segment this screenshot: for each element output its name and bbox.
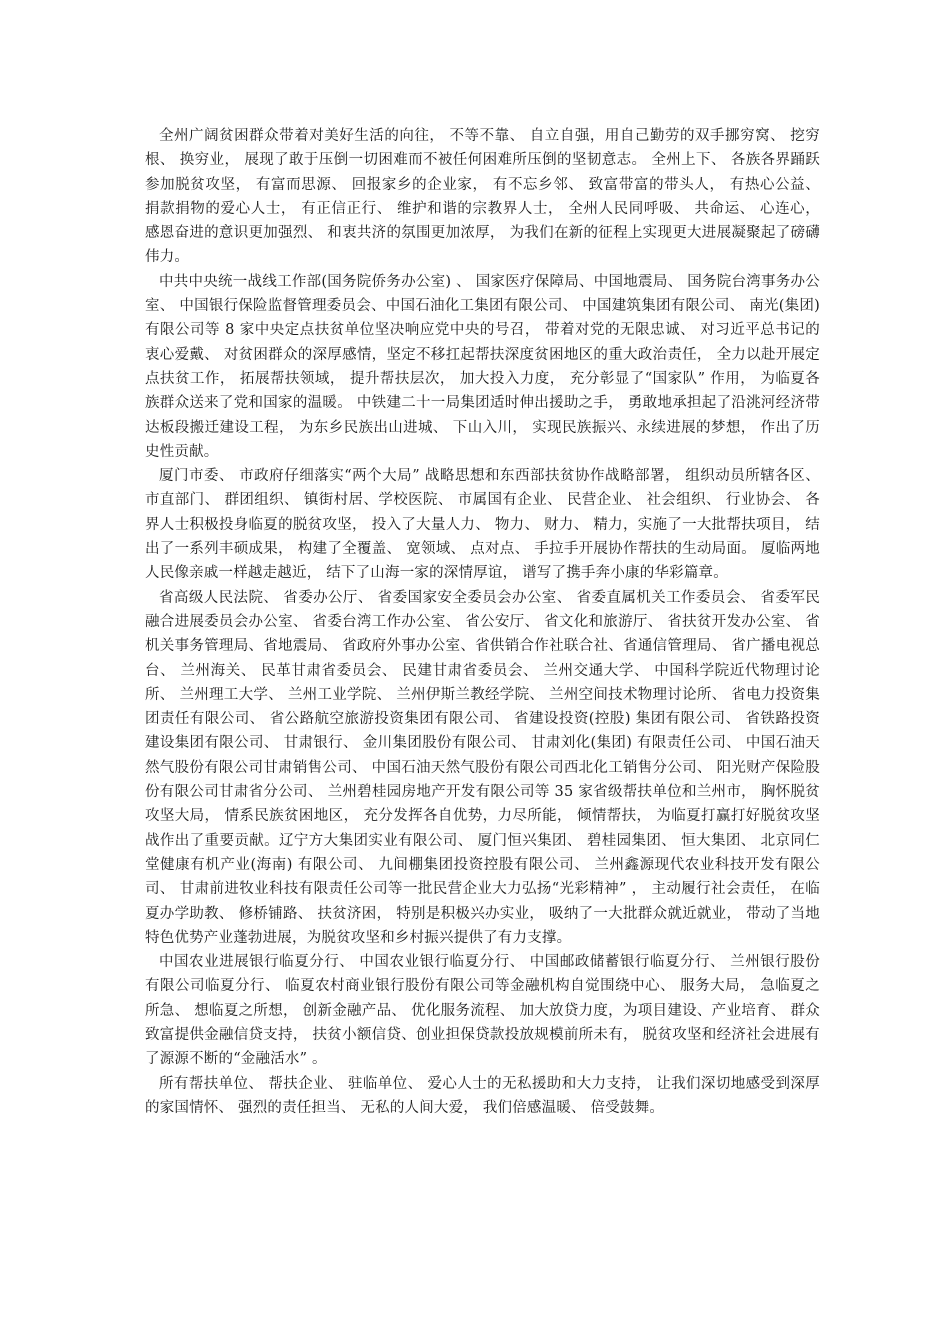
document-body (145, 124, 820, 1120)
paragraph-provincial-units: 省高级人民法院、 省委办公厅、 省委国家安全委员会办公室、 省委直属机关工作委员会、 省委军民融合进展委员会办公室、 省委台湾工作办公室、 省公安厅、 省文化和旅游厅、 省扶贫开发办公室、 省机关事务管理局、省地震局、 省政府外事办公室、省供销合作社联合社、省通信管理局、 省广播电视总台、 兰州海关、 民革甘肃省委员会、 民建甘肃省委员会、 兰州交通大学、 中国科学院近代物理讨论所、 兰州理工大学、 兰州工业学院、 兰州伊斯兰教经学院、 兰州空间技术物理讨论所、 省电力投资集团责任有限公司、 省公路航空旅游投资集团有限公司、 省建设投资(控股) 集团有限公司、 省铁路投资建设集团有限公司、 甘肃银行、 金川集团股份有限公司、 甘肃刘化(集团) 有限责任公司、 中国石油天然气股份有限公司甘肃销售公司、 中国石油天然气股份有限公司西北化工销售分公司、 阳光财产保险股份有限公司甘肃省分公司、 兰州碧桂园房地产开发有限公司等 35 家省级帮扶单位和兰州市， 胸怀脱贫攻坚大局， 情系民族贫困地区， 充分发挥各自优势，力尽所能， 倾情帮扶， 为临夏打赢打好脱贫攻坚战作出了重要贡献。辽宁方大集团实业有限公司、 厦门恒兴集团、 碧桂园集团、 恒大集团、 北京同仁堂健康有机产业(海南) 有限公司、 九间棚集团投资控股有限公司、 兰州鑫源现代农业科技开发有限公司、 甘肃前进牧业科技有限责任公司等一批民营企业大力弘扬“光彩精神” ， 主动履行社会责任， 在临夏办学助教、 修桥铺路、 扶贫济困， 特别是积极兴办实业， 吸纳了一大批群众就近就业， 带动了当地特色优势产业蓬勃进展，为脱贫攻坚和乡村振兴提供了有力支撑。 (145, 589, 820, 946)
paragraph-financial-institutions: 中国农业进展银行临夏分行、 中国农业银行临夏分行、 中国邮政储蓄银行临夏分行、 兰州银行股份有限公司临夏分行、 临夏农村商业银行股份有限公司等金融机构自觉围绕中心、 服务大局， 急临夏之所急、 想临夏之所想， 创新金融产品、 优化服务流程、 加大放贷力度，为项目建设、产业培育、 群众致富提供金融信贷支持， 扶贫小额信贷、创业担保贷款投放规模前所未有， 脱贫攻坚和经济社会进展有了源源不断的“金融活水” 。 (145, 954, 820, 1068)
paragraph-central-units: 中共中央统一战线工作部(国务院侨务办公室) 、 国家医疗保障局、中国地震局、 国务院台湾事务办公室、 中国银行保险监督管理委员会、中国石油化工集团有限公司、 中国建筑集团有限公司、 南光(集团)有限公司等 8 家中央定点扶贫单位坚决响应党中央的号召， 带着对党的无限忠诚、 对习近平总书记的衷心爱戴、 对贫困群众的深厚感情，坚定不移扛起帮扶深度贫困地区的重大政治责任， 全力以赴开展定点扶贫工作， 拓展帮扶领域， 提升帮扶层次， 加大投入力度， 充分彰显了“国家队” 作用， 为临夏各族群众送来了党和国家的温暖。 中铁建二十一局集团适时伸出援助之手， 勇敢地承担起了沿洮河经济带达板段搬迁建设工程， 为东乡民族出山进城、 下山入川， 实现民族振兴、永续进展的梦想， 作出了历史性贡献。 (145, 273, 820, 460)
paragraph-xiamen: 厦门市委、 市政府仔细落实“两个大局” 战略思想和东西部扶贫协作战略部署， 组织动员所辖各区、 市直部门、 群团组织、 镇街村居、学校医院、 市属国有企业、 民营企业、 社会组织、 行业协会、 各界人士积极投身临夏的脱贫攻坚， 投入了大量人力、 物力、 财力、 精力，实施了一大批帮扶项目， 结出了一系列丰硕成果， 构建了全覆盖、 宽领域、 点对点、 手拉手开展协作帮扶的生动局面。 厦临两地人民像亲戚一样越走越近， 结下了山海一家的深情厚谊， 谱写了携手奔小康的华彩篇章。 (145, 468, 820, 582)
paragraph-all-supporters: 所有帮扶单位、 帮扶企业、 驻临单位、 爱心人士的无私援助和大力支持， 让我们深切地感受到深厚的家国情怀、 强烈的责任担当、 无私的人间大爱， 我们倍感温暖、 倍受鼓舞。 (145, 1075, 820, 1116)
paragraph-gratitude-people: 全州广阔贫困群众带着对美好生活的向往， 不等不靠、 自立自强，用自己勤劳的双手挪穷窝、 挖穷根、 换穷业， 展现了敢于压倒一切困难而不被任何困难所压倒的坚韧意志。 全州上下、 各族各界踊跃参加脱贫攻坚， 有富而思源、 回报家乡的企业家， 有不忘乡邻、 致富带富的带头人， 有热心公益、 捐款捐物的爱心人士， 有正信正行、 维护和谐的宗教界人士， 全州人民同呼吸、 共命运、 心连心， 感恩奋进的意识更加强烈、 和衷共济的氛围更加浓厚， 为我们在新的征程上实现更大进展凝聚起了磅礴伟力。 (145, 128, 820, 266)
